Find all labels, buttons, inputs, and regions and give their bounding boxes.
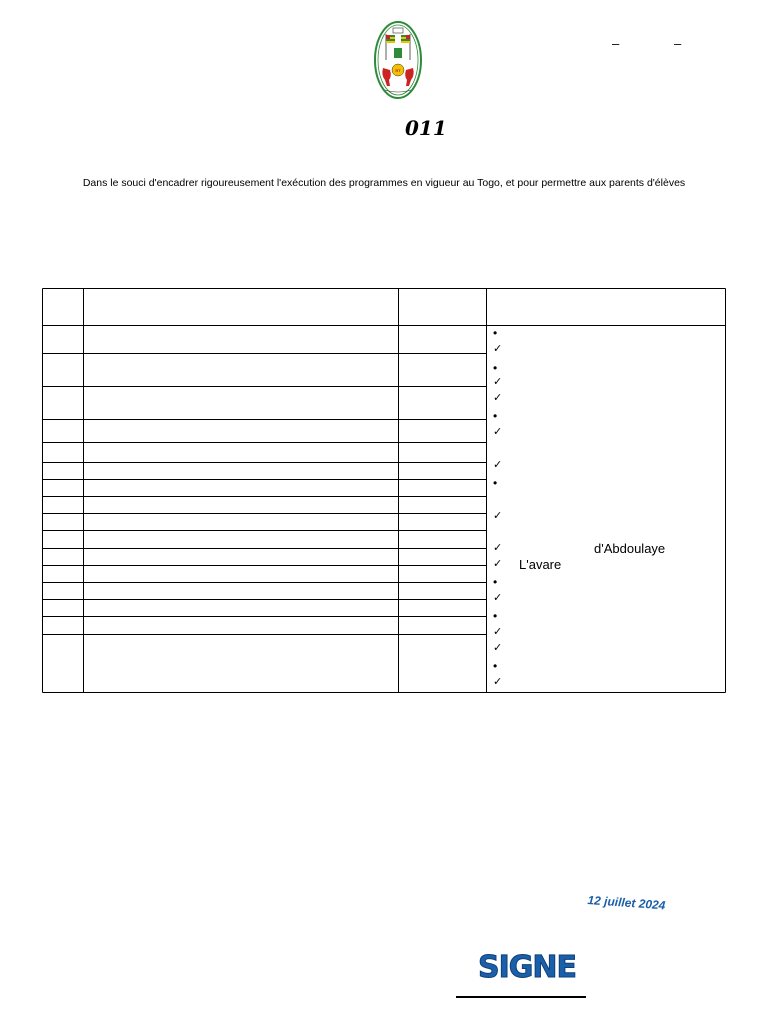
header-dash-left: –	[612, 36, 620, 51]
table-check-mark: ✓	[493, 676, 503, 688]
signe-stamp	[474, 946, 580, 984]
signature-line	[456, 996, 586, 998]
table-check-mark: ✓	[493, 510, 503, 522]
emblem-seal-text: RT	[395, 68, 401, 73]
intro-paragraph: Dans le souci d'encadrer rigoureusement l'exécution des programmes en vigueur au Togo, et pour permettre aux parents d'élèves	[82, 177, 686, 189]
table-check-mark: ✓	[493, 558, 503, 570]
book-title-text: L'avare	[519, 557, 562, 572]
table-check-mark: ✓	[493, 376, 503, 388]
table-check-mark: ✓	[493, 626, 503, 638]
table-check-mark: ✓	[493, 459, 503, 471]
table-check-mark: ✓	[493, 542, 503, 554]
table-bullet-mark: •	[493, 476, 498, 490]
svg-text:SIGNE: SIGNE	[478, 950, 576, 984]
book-author-text: d'Abdoulaye	[594, 541, 666, 556]
reference-number: 011	[405, 116, 447, 140]
table-bullet-mark: •	[493, 609, 498, 623]
table-check-mark: ✓	[493, 642, 503, 654]
table-check-mark: ✓	[493, 343, 503, 355]
table-check-mark: ✓	[493, 592, 503, 604]
table-bullet-mark: •	[493, 361, 498, 375]
table-bullet-mark: •	[493, 575, 498, 589]
table-bullet-mark: •	[493, 409, 498, 423]
table-check-mark: ✓	[493, 392, 503, 404]
table-check-mark: ✓	[493, 426, 503, 438]
date-stamp: 12 juillet 2024	[587, 893, 666, 913]
table-bullet-mark: •	[493, 659, 498, 673]
header-dash-right: –	[674, 36, 682, 51]
table-bullet-mark: •	[493, 326, 498, 340]
program-table	[42, 288, 726, 693]
coat-of-arms-emblem	[373, 20, 423, 100]
